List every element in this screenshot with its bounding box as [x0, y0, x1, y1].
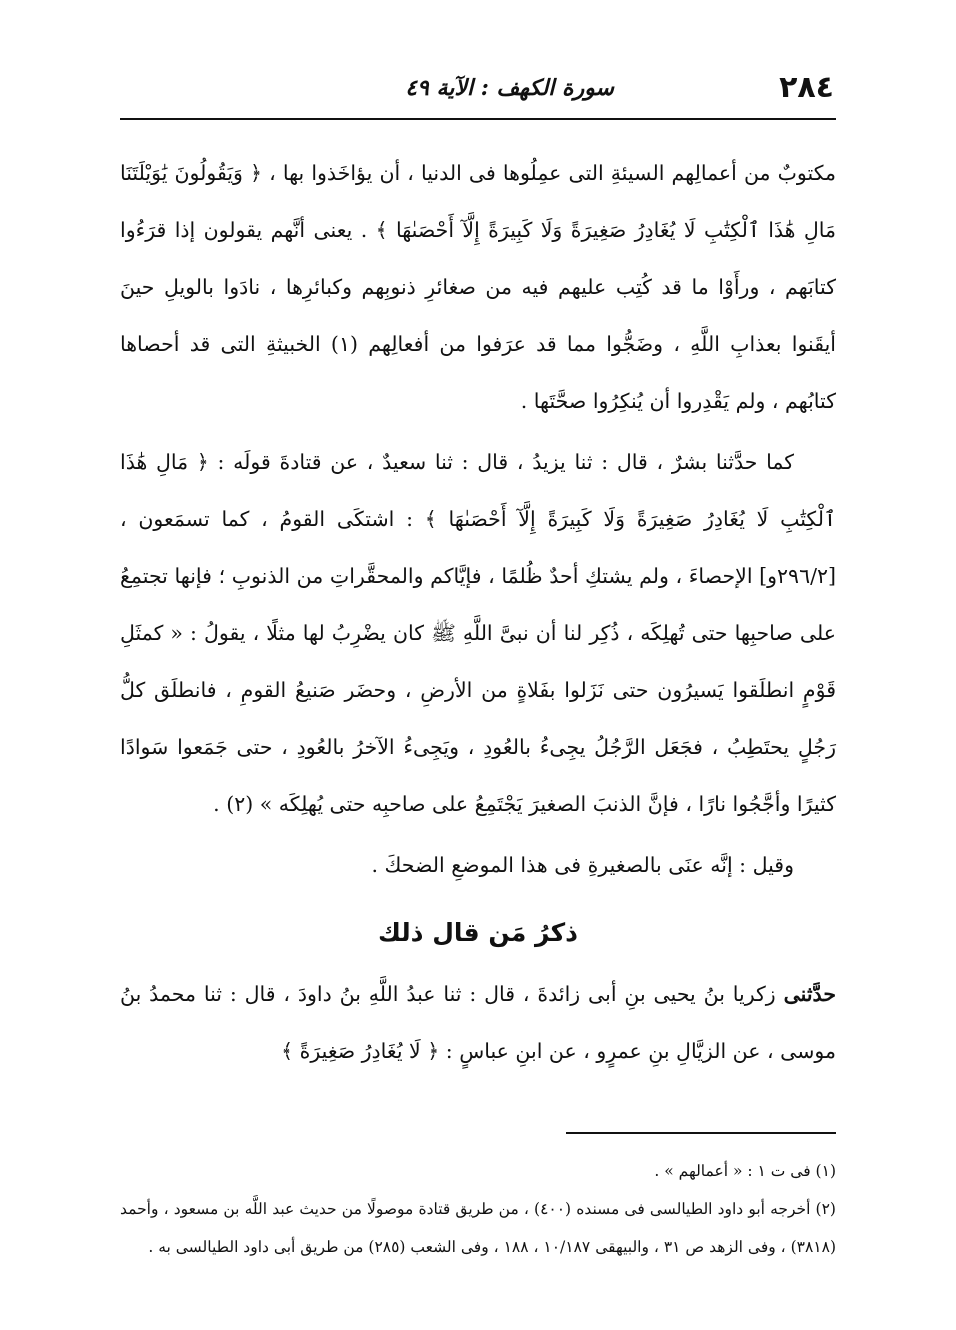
- footnote-rule: [566, 1132, 836, 1134]
- footnote-1: (١) فى ت ١ : « أعمالهم » .: [654, 1162, 836, 1180]
- page-header: [122, 66, 834, 112]
- paragraph-4: [120, 966, 836, 1080]
- main-text: [120, 145, 836, 1080]
- footnote-2: (٢) أخرجه أبو داود الطيالسى فى مسنده (٤٠٠) ، من طريق قتادة موصولًا من حديث عبد اللَّه بن مسعود ، وأحمد (٣٨١٨) ، وفى الزهد ص ٣١ ، والبيهقى ١٠/١٨٧ ، ١٨٨ ، وفى الشعب (٢٨٥) من طريق أبى داود الطيالسى به .: [120, 1200, 836, 1256]
- page-number: ٢٨٤: [779, 70, 834, 105]
- paragraph-1: مكتوبٌ من أعمالِهم السيئةِ التى عمِلُوها فى الدنيا ، أن يؤاخَذوا بها ، ﴿ وَيَقُولُونَ يَٰوَيْلَتَنَا مَالِ هَٰذَا ٱلْكِتَٰبِ لَا يُغَادِرُ صَغِيرَةً وَلَا كَبِيرَةً إِلَّآ أَحْصَىٰهَا ﴾ . يعنى أنَّهم يقولون إذا قرَءُوا كتابَهم ، ورأَوْا ما قد كُتِب عليهم فيه من صغائرِ ذنوبِهم وكبائرِها ، نادَوا بالويلِ حينَ أيقَنوا بعذابِ اللَّهِ ، وضَجُّوا مما قد عرَفوا من أفعالِهم (١) الخبيثةِ التى قد أحصاها كتابُهم ، ولم يَقْدِروا أن يُنكِرُوا صحَّتَها .: [120, 161, 836, 413]
- header-rule: [120, 118, 836, 120]
- paragraph-3: وقيل : إنَّه عنَى بالصغيرةِ فى هذا الموضعِ الضحكَ .: [371, 853, 794, 877]
- footnotes: [120, 1152, 836, 1266]
- section-heading: ذكرُ مَن قال ذلك: [378, 918, 578, 947]
- running-title: سورة الكهف : الآية ٤٩: [405, 75, 614, 101]
- paragraph-2: كما حدَّثنا بشرٌ ، قال : ثنا يزيدُ ، قال : ثنا سعيدٌ ، عن قتادةَ قولَه : ﴿ مَالِ هَٰذَا ٱلْكِتَٰبِ لَا يُغَادِرُ صَغِيرَةً وَلَا كَبِيرَةً إِلَّآ أَحْصَىٰهَا ﴾ : اشتكَى القومُ ، كما تسمَعون ، [٢٩٦/٢و] الإحصاءَ ، ولم يشتكِ أحدٌ ظُلمًا ، فإيَّاكم والمحقَّراتِ من الذنوبِ ؛ فإنها تجتمِعُ على صاحبِها حتى تُهلِكَه ، ذُكِر لنا أن نبىَّ اللَّهِ ﷺ كان يضْرِبُ لها مثلًا ، يقولُ : « كمثَلِ قَوْمٍ انطلَقوا يَسيرُون حتى نَزَلوا بفَلاةٍ من الأرضِ ، وحضَر صَنيعُ القومِ ، فانطلَق كلُّ رَجُلٍ يحتَطِبُ ، فجَعَل الرَّجُلُ يجِىءُ بالعُودِ ، ويَجِىءُ الآخرُ بالعُودِ ، حتى جَمَعوا سَوادًا كثيرًا وأجَّجُوا نارًا ، فإنَّ الذنبَ الصغيرَ يَجْتَمِعُ على صاحبِه حتى يُهلِكَه » (٢) .: [120, 450, 836, 816]
- paragraph-4-lead: حدَّثنى: [783, 982, 836, 1006]
- paragraph-4-text: زكريا بنُ يحيى بنِ أبى زائدةَ ، قال : ثنا عبدُ اللَّهِ بنُ داودَ ، قال : ثنا محمدُ بنُ موسى ، عن الزيَّالِ بنِ عمرٍو ، عن ابنِ عباسٍ : ﴿ لَا يُغَادِرُ صَغِيرَةً ﴾: [120, 982, 836, 1063]
